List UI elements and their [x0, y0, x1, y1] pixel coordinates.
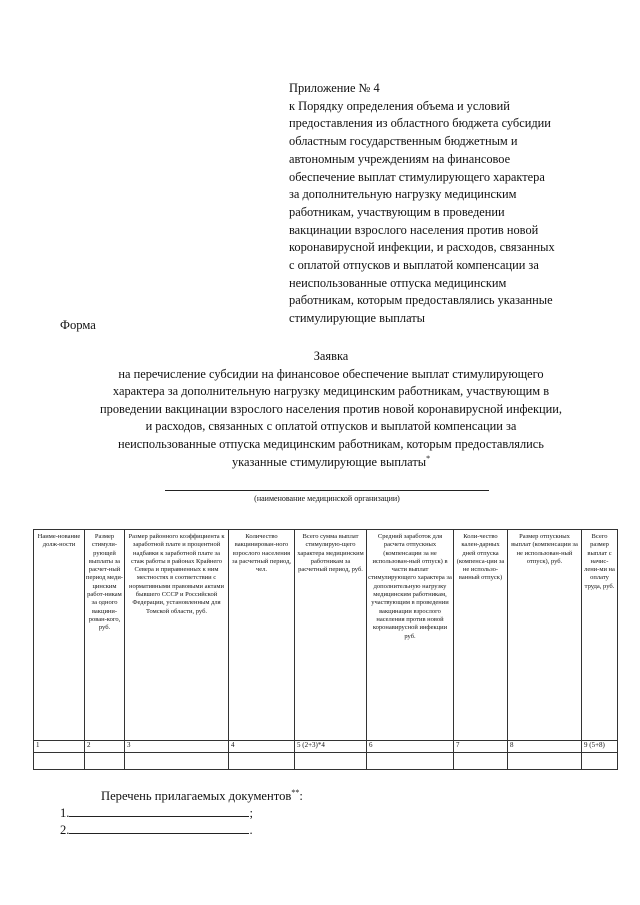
appendix-line: работникам, участвующим в проведении [289, 204, 505, 219]
table-row [34, 753, 618, 770]
number-cell: 1 [34, 741, 85, 753]
footnote-mark: * [426, 453, 431, 463]
request-line: характера за дополнительную нагрузку медицинским работникам, участвующим в [112, 384, 550, 399]
document-end: . [249, 823, 253, 837]
request-line: на перечисление субсидии на финансовое обеспечение выплат стимулирующего [118, 366, 544, 381]
request-line: указанные стимулирующие выплаты [231, 454, 427, 469]
table-header-row [34, 530, 618, 741]
number-cell: 6 [367, 741, 454, 753]
number-cell: 7 [454, 741, 508, 753]
document-end: ; [249, 806, 253, 820]
appendix-line: обеспечение выплат стимулирующего характера [289, 169, 545, 184]
organization-caption: (наименование медицинской организации) [254, 494, 400, 503]
data-cell[interactable] [295, 753, 367, 770]
request-line: проведении вакцинации взрослого населения против новой коронавирусной инфекции, [100, 401, 562, 416]
header-cell: Количество вакцинирован-ного взрослого населения за расчетный период, чел. [229, 530, 295, 741]
appendix-line: к Порядку определения объема и условий [289, 98, 510, 113]
request-table [33, 529, 618, 770]
appendix-line: неиспользованные отпуска медицинским [289, 275, 507, 290]
table-number-row [34, 741, 618, 753]
number-cell: 9 (5+8) [582, 741, 618, 753]
request-header [40, 348, 622, 471]
request-line-last [40, 454, 622, 472]
document-blank-line[interactable] [69, 822, 249, 834]
appendix-line: за дополнительную нагрузку медицинским [289, 187, 517, 202]
number-cell: 4 [229, 741, 295, 753]
header-cell: Размер районного коэффициента к заработной плате и процентной надбавки к заработной плате за стаж работы в районах Крайнего Севера и приравненных к ним местностях в соответствии с нормативными правовыми актами бывшего СССР и Российской Федерации, установленным для Томской области, руб. [125, 530, 229, 741]
header-cell: Наиме-нование долж-ности [34, 530, 85, 741]
form-label: Форма [60, 318, 96, 332]
number-cell: 3 [125, 741, 229, 753]
document-number: 2. [60, 823, 70, 837]
documents-title-text: Перечень прилагаемых документов [101, 789, 292, 803]
document-blank-line[interactable] [69, 805, 249, 817]
footnote-mark: ** [291, 787, 300, 797]
header-cell: Коли-чество кален-дарных дней отпуска (компенса-ции за не использо-ванный отпуск) [454, 530, 508, 741]
request-title: Заявка [313, 349, 349, 363]
appendix-line: работникам, которым предоставлялись указанные [289, 293, 553, 308]
organization-name-line[interactable] [165, 490, 489, 491]
header-cell: Всего сумма выплат стимулирую-щего характера медицинским работникам за расчетный период, руб. [295, 530, 367, 741]
data-cell[interactable] [508, 753, 582, 770]
data-cell[interactable] [85, 753, 125, 770]
document-number: 1. [60, 806, 70, 820]
appendix-line: автономным учреждениям на финансовое [289, 151, 511, 166]
header-cell: Размер стимули-рующей выплаты за расчет-ный период меди-цинским работ-никам за одного вакцини-рован-кого, руб. [85, 530, 125, 741]
header-cell: Размер отпускных выплат (компенсации за не использован-ный отпуск), руб. [508, 530, 582, 741]
data-cell[interactable] [367, 753, 454, 770]
data-cell[interactable] [125, 753, 229, 770]
data-cell[interactable] [454, 753, 508, 770]
data-cell[interactable] [582, 753, 618, 770]
appendix-line: с оплатой отпусков и выплатой компенсации за [289, 258, 539, 273]
number-cell: 5 (2+3)*4 [295, 741, 367, 753]
request-line: и расходов, связанных с оплатой отпусков и выплатой компенсации за [145, 419, 517, 434]
request-line: неиспользованные отпуска медицинским работникам, которым предоставлялись [118, 436, 544, 451]
data-cell[interactable] [34, 753, 85, 770]
appendix-line: областным государственным бюджетным и [289, 134, 518, 149]
number-cell: 8 [508, 741, 582, 753]
appendix-line: Приложение № 4 [289, 81, 380, 95]
number-cell: 2 [85, 741, 125, 753]
appendix-line: стимулирующие выплаты [289, 311, 426, 326]
document-item [60, 805, 253, 821]
documents-title: Перечень прилагаемых документов**: [101, 787, 303, 803]
appendix-line: предоставления из областного бюджета субсидии [289, 116, 551, 131]
appendix-block [289, 80, 609, 328]
appendix-line: вакцинации взрослого населения против новой [289, 222, 539, 237]
appendix-line: коронавирусной инфекции, и расходов, связанных [289, 240, 555, 255]
data-cell[interactable] [229, 753, 295, 770]
document-item [60, 822, 253, 838]
header-cell: Средний заработок для расчета отпускных (компенсации за не использован-ный отпуск) в части выплат стимулирующего характера за дополнительную нагрузку медицинским работникам, участвующим в проведении вакцинации взрослого населения против новой коронавирусной инфекции руб. [367, 530, 454, 741]
header-cell: Всего размер выплат с начис-лени-ми на оплату труда, руб. [582, 530, 618, 741]
